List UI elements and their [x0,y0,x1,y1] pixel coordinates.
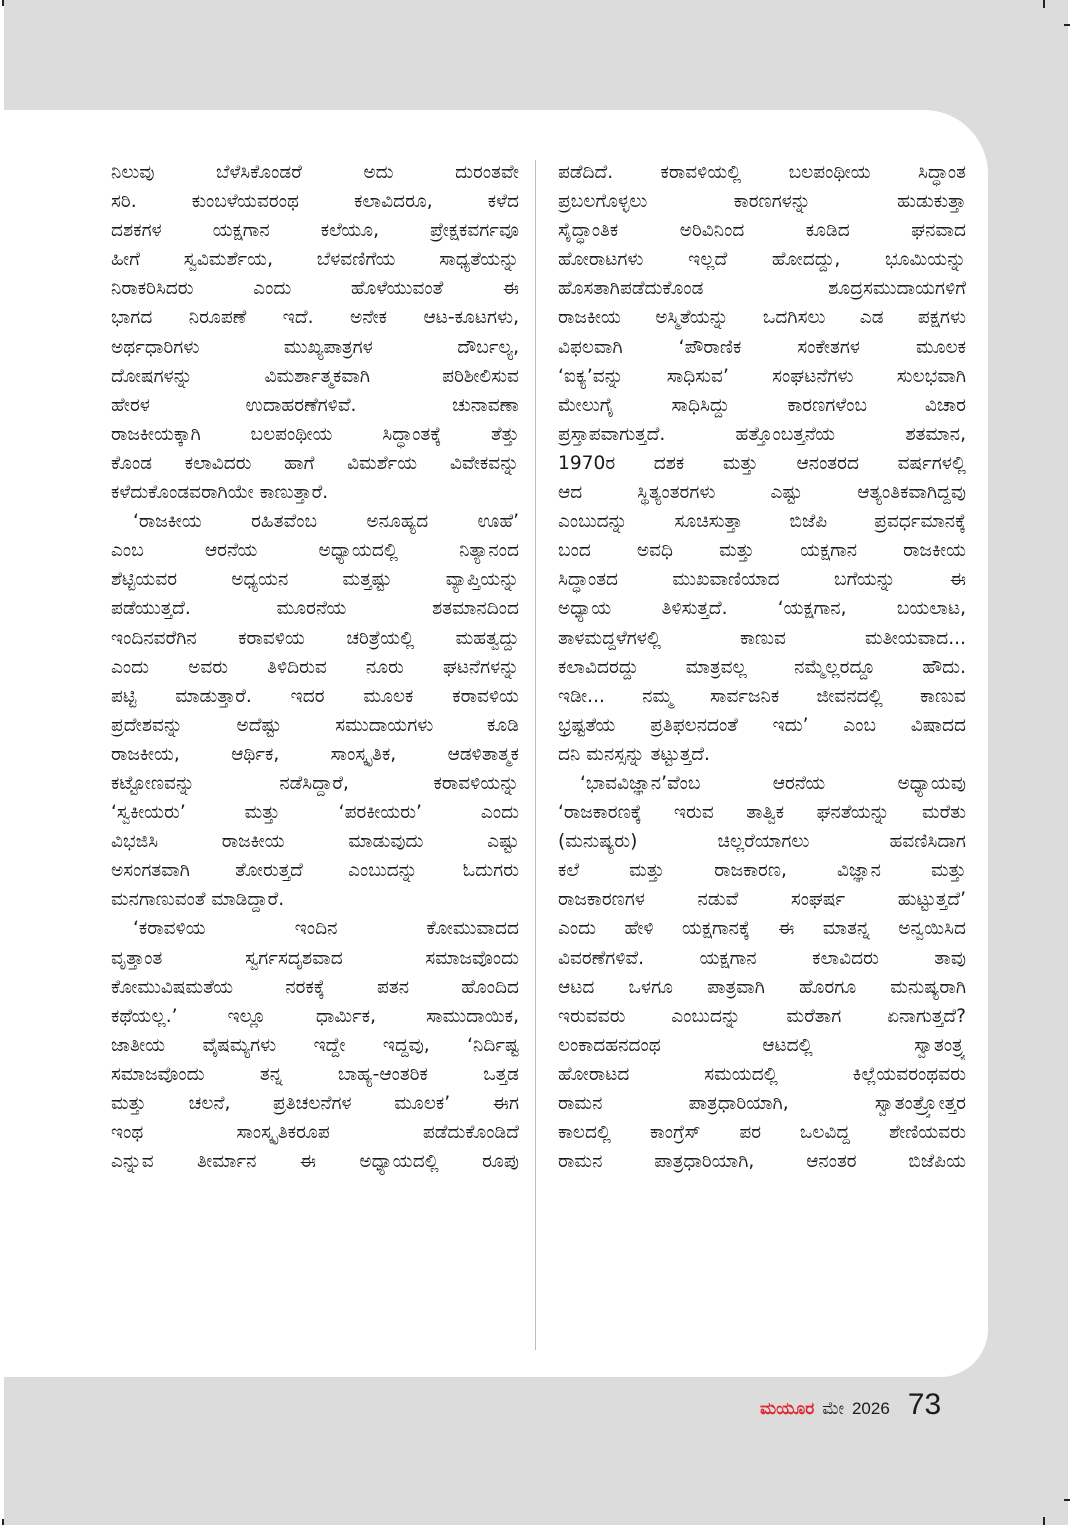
text-line: ಕಾಲದಲ್ಲಿ ಕಾಂಗ್ರೆಸ್ ಪರ ಒಲವಿದ್ದ ಶೇಣಿಯವರು [558,1122,966,1144]
crop-mark [2,1519,4,1525]
text-line: ಇಡೀ... ನಮ್ಮ ಸಾರ್ವಜನಿಕ ಜೀವನದಲ್ಲಿ ಕಾಣುವ [558,685,966,707]
text-line: ‘ಸ್ವಕೀಯರು’ ಮತ್ತು ‘ಪರಕೀಯರು’ ಎಂದು [111,802,519,824]
text-line: ವೃತ್ತಾಂತ ಸ್ವರ್ಗಸದೃಶವಾದ ಸಮಾಜವೊಂದು [111,947,519,969]
text-line: ದನಿ ಮನಸ್ಸನ್ನು ತಟ್ಟುತ್ತದೆ. [558,743,710,765]
text-line: ‘ಕರಾವಳಿಯ ಇಂದಿನ ಕೋಮುವಾದದ [133,918,519,940]
crop-mark [2,0,4,6]
text-line: ಅಧ್ಯಾಯ ತಿಳಿಸುತ್ತದೆ. ‘ಯಕ್ಷಗಾನ, ಬಯಲಾಟ, [558,598,966,620]
text-line: ಎಂದು ಅವರು ತಿಳಿದಿರುವ ನೂರು ಘಟನೆಗಳನ್ನು [111,656,519,678]
column-divider [535,160,536,1350]
text-line: ಕಥೆಯಲ್ಲ.’ ಇಲ್ಲೂ ಧಾರ್ಮಿಕ, ಸಾಮುದಾಯಿಕ, [111,1005,519,1027]
text-line: ಎನ್ನುವ ತೀರ್ಮಾನ ಈ ಅಧ್ಯಾಯದಲ್ಲಿ ರೂಪು [111,1151,519,1173]
text-line: ಕಟ್ಟೋಣವನ್ನು ನಡೆಸಿದ್ದಾರೆ, ಕರಾವಳಿಯನ್ನು [111,772,519,794]
page-footer [760,1388,941,1432]
text-line: ಹೀಗೆ ಸ್ವವಿಮರ್ಶೆಯ, ಬೆಳವಣಿಗೆಯ ಸಾಧ್ಯತೆಯನ್ನು [111,249,519,271]
text-line: ಸಮಾಜವೊಂದು ತನ್ನ ಬಾಹ್ಯ-ಆಂತರಿಕ ಒತ್ತಡ [111,1063,519,1085]
text-line: ಇರುವವರು ಎಂಬುದನ್ನು ಮರೆತಾಗ ಏನಾಗುತ್ತದೆ? [558,1005,966,1027]
crop-mark [1064,1499,1070,1501]
text-line: ದೋಷಗಳನ್ನು ವಿಮರ್ಶಾತ್ಮಕವಾಗಿ ಪರಿಶೀಲಿಸುವ [111,365,519,387]
text-line: ರಾಜಕೀಯ ಅಸ್ಮಿತೆಯನ್ನು ಒದಗಿಸಲು ಎಡ ಪಕ್ಷಗಳು [558,307,966,329]
text-line: ‘ಐಕ್ಯ’ವನ್ನು ಸಾಧಿಸುವ’ ಸಂಘಟನೆಗಳು ಸುಲಭವಾಗಿ [558,365,966,387]
text-line: ‘ರಾಜಕೀಯ ರಹಿತವೆಂಬ ಅನೂಹ್ಯದ ಊಹೆ’ [133,511,519,533]
text-line: ಎಂಬ ಆರನೆಯ ಅಧ್ಯಾಯದಲ್ಲಿ ನಿತ್ಯಾನಂದ [111,540,519,562]
text-line: ಪ್ರದೇಶವನ್ನು ಅದೆಷ್ಟು ಸಮುದಾಯಗಳು ಕೂಡಿ [111,714,519,736]
text-line: 1970ರ ದಶಕ ಮತ್ತು ಆನಂತರದ ವರ್ಷಗಳಲ್ಲಿ [558,452,966,474]
text-line: ಅರ್ಥಧಾರಿಗಳು ಮುಖ್ಯಪಾತ್ರಗಳ ದೌರ್ಬಲ್ಯ, [111,336,519,358]
text-line: ಪಡೆಯುತ್ತದೆ. ಮೂರನೆಯ ಶತಮಾನದಿಂದ [111,598,519,620]
text-line: ತಾಳಮದ್ದಳೆಗಳಲ್ಲಿ ಕಾಣುವ ಮತೀಯವಾದ... [558,627,966,649]
text-line: ಕಲಾವಿದರದ್ದು ಮಾತ್ರವಲ್ಲ ನಮ್ಮೆಲ್ಲರದ್ದೂ ಹೌದು. [558,656,966,678]
text-line: ಲಂಕಾದಹನದಂಥ ಆಟದಲ್ಲಿ ಸ್ವಾತಂತ್ರ್ಯ [558,1034,966,1056]
text-line: ಶೆಟ್ಟಿಯವರ ಅಧ್ಯಯನ ಮತ್ತಷ್ಟು ವ್ಯಾಪ್ತಿಯನ್ನು [111,569,519,591]
text-line: ಭ್ರಷ್ಟತೆಯ ಪ್ರತಿಫಲನದಂತೆ ಇದು’ ಎಂಬ ವಿಷಾದದ [558,714,966,736]
text-line: ಸಿದ್ಧಾಂತದ ಮುಖವಾಣಿಯಾದ ಬಗೆಯನ್ನು ಈ [558,569,966,591]
text-line: ಹೊಸತಾಗಿಪಡೆದುಕೊಂಡ ಶೂದ್ರಸಮುದಾಯಗಳಿಗೆ [558,278,966,300]
text-line: ಪಡೆದಿದೆ. ಕರಾವಳಿಯಲ್ಲಿ ಬಲಪಂಥೀಯ ಸಿದ್ಧಾಂತ [558,162,966,183]
text-line: ಪ್ರಸ್ತಾಪವಾಗುತ್ತದೆ. ಹತ್ತೊಂಬತ್ತನೆಯ ಶತಮಾನ, [558,423,966,445]
text-line: ಎಂದು ಹೇಳಿ ಯಕ್ಷಗಾನಕ್ಕೆ ಈ ಮಾತನ್ನ ಅನ್ವಯಿಸಿದ [558,918,966,940]
text-line: ಇಂಥ ಸಾಂಸ್ಕೃತಿಕರೂಪ ಪಡೆದುಕೊಂಡಿದೆ [111,1122,519,1144]
issue-month: ಮೇ [822,1399,844,1419]
text-line: ಸೈದ್ಧಾಂತಿಕ ಅರಿವಿನಿಂದ ಕೂಡಿದ ಘನವಾದ [558,220,966,242]
text-line: ಹೋರಾಟಗಳು ಇಲ್ಲದೆ ಹೋದದ್ದು, ಭೂಮಿಯನ್ನು [558,249,966,271]
text-line: ಮತ್ತು ಚಲನೆ, ಪ್ರತಿಚಲನೆಗಳ ಮೂಲಕ’ ಈಗ [111,1093,519,1114]
text-line: ಎಂಬುದನ್ನು ಸೂಚಿಸುತ್ತಾ ಬಿಜೆಪಿ ಪ್ರವರ್ಧಮಾನಕ್ಕೆ [558,511,966,533]
text-line: ಮೇಲುಗೈ ಸಾಧಿಸಿದ್ದು ಕಾರಣಗಳೆಂಬ ವಿಚಾರ [558,394,966,416]
text-line: ರಾಜಕೀಯಕ್ಕಾಗಿ ಬಲಪಂಥೀಯ ಸಿದ್ಧಾಂತಕ್ಕೆ ತೆತ್ತು [111,423,519,445]
text-line: ಇಂದಿನವರೆಗಿನ ಕರಾವಳಿಯ ಚರಿತ್ರೆಯಲ್ಲಿ ಮಹತ್ವದ್ದು [111,627,519,649]
text-line: ಬಂದ ಅವಧಿ ಮತ್ತು ಯಕ್ಷಗಾನ ರಾಜಕೀಯ [558,540,966,562]
text-line: (ಮನುಷ್ಯರು) ಚಿಲ್ಲರೆಯಾಗಲು ಹವಣಿಸಿದಾಗ [558,831,966,853]
text-line: ಕೊಂಡ ಕಲಾವಿದರು ಹಾಗೆ ವಿಮರ್ಶೆಯ ವಿವೇಕವನ್ನು [111,452,519,474]
article-column-right [558,158,966,1176]
text-line: ನಿಲುವು ಬೆಳೆಸಿಕೊಂಡರೆ ಅದು ದುರಂತವೇ [111,162,519,183]
text-line: ಹೋರಾಟದ ಸಮಯದಲ್ಲಿ ಕಿಲ್ಲೆಯವರಂಥವರು [558,1063,966,1085]
text-line: ಹೇರಳ ಉದಾಹರಣೆಗಳಿವೆ. ಚುನಾವಣಾ [111,394,519,416]
text-line: ಪಟ್ಟಿ ಮಾಡುತ್ತಾರೆ. ಇದರ ಮೂಲಕ ಕರಾವಳಿಯ [111,685,519,707]
text-line: ಭಾಗದ ನಿರೂಪಣೆ ಇದೆ. ಅನೇಕ ಆಟ-ಕೂಟಗಳು, [111,307,519,329]
text-line: ದಶಕಗಳ ಯಕ್ಷಗಾನ ಕಲೆಯೂ, ಪ್ರೇಕ್ಷಕವರ್ಗವೂ [111,220,519,242]
crop-mark [1043,1517,1045,1525]
magazine-logo: ಮಯೂರ [760,1399,815,1419]
text-line: ಕೋಮುವಿಷಮತೆಯ ನರಕಕ್ಕೆ ಪತನ ಹೊಂದಿದ [111,976,519,998]
text-line: ‘ಭಾವವಿಜ್ಞಾನ’ವೆಂಬ ಆರನೆಯ ಅಧ್ಯಾಯವು [580,772,966,794]
text-line: ಜಾತೀಯ ವೈಷಮ್ಯಗಳು ಇದ್ದೇ ಇದ್ದವು, ‘ನಿರ್ದಿಷ್ಟ [111,1034,519,1056]
text-line: ನಿರಾಕರಿಸಿದರು ಎಂದು ಹೊಳೆಯುವಂತೆ ಈ [111,278,519,300]
article-column-left [111,158,519,1176]
text-line: ರಾಜಕೀಯ, ಆರ್ಥಿಕ, ಸಾಂಸ್ಕೃತಿಕ, ಆಡಳಿತಾತ್ಮಕ [111,743,519,765]
text-line: ‘ರಾಜಕಾರಣಕ್ಕೆ ಇರುವ ತಾತ್ವಿಕ ಘನತೆಯನ್ನು ಮರೆತು [558,802,966,824]
text-line: ಅಸಂಗತವಾಗಿ ತೋರುತ್ತದೆ ಎಂಬುದನ್ನು ಓದುಗರು [111,860,519,882]
text-line: ರಾಮನ ಪಾತ್ರಧಾರಿಯಾಗಿ, ಸ್ವಾತಂತ್ರ್ಯೋತ್ತರ [558,1093,966,1114]
page-number: 73 [907,1388,942,1421]
text-line: ಕಳೆದುಕೊಂಡವರಾಗಿಯೇ ಕಾಣುತ್ತಾರೆ. [111,482,329,504]
text-line: ಆಟದ ಒಳಗೂ ಪಾತ್ರವಾಗಿ ಹೊರಗೂ ಮನುಷ್ಯರಾಗಿ [558,976,966,998]
text-line: ರಾಜಕಾರಣಗಳ ನಡುವೆ ಸಂಘರ್ಷ ಹುಟ್ಟುತ್ತದೆ’ [558,889,966,911]
text-line: ವಿಫಲವಾಗಿ ‘ಪೌರಾಣಿಕ ಸಂಕೇತಗಳ ಮೂಲಕ [558,336,966,358]
crop-mark [1043,0,1045,8]
text-line: ಆದ ಸ್ಥಿತ್ಯಂತರಗಳು ಎಷ್ಟು ಆತ್ಯಂತಿಕವಾಗಿದ್ದವು [558,482,966,504]
text-line: ಕಲೆ ಮತ್ತು ರಾಜಕಾರಣ, ವಿಜ್ಞಾನ ಮತ್ತು [558,860,966,882]
text-line: ಸರಿ. ಕುಂಬಳೆಯವರಂಥ ಕಲಾವಿದರೂ, ಕಳೆದ [111,191,519,213]
text-line: ಪ್ರಬಲಗೊಳ್ಳಲು ಕಾರಣಗಳನ್ನು ಹುಡುಕುತ್ತಾ [558,191,966,213]
text-line: ವಿಭಜಿಸಿ ರಾಜಕೀಯ ಮಾಡುವುದು ಎಷ್ಟು [111,831,519,853]
issue-year: 2026 [851,1399,890,1418]
page-right-edge [1068,0,1072,1525]
text-line: ರಾಮನ ಪಾತ್ರಧಾರಿಯಾಗಿ, ಆನಂತರ ಬಿಜೆಪಿಯ [558,1151,966,1173]
text-line: ವಿವರಣೆಗಳಿವೆ. ಯಕ್ಷಗಾನ ಕಲಾವಿದರು ತಾವು [558,947,966,969]
text-line: ಮನಗಾಣುವಂತೆ ಮಾಡಿದ್ದಾರೆ. [111,889,285,911]
crop-mark [1064,24,1070,26]
